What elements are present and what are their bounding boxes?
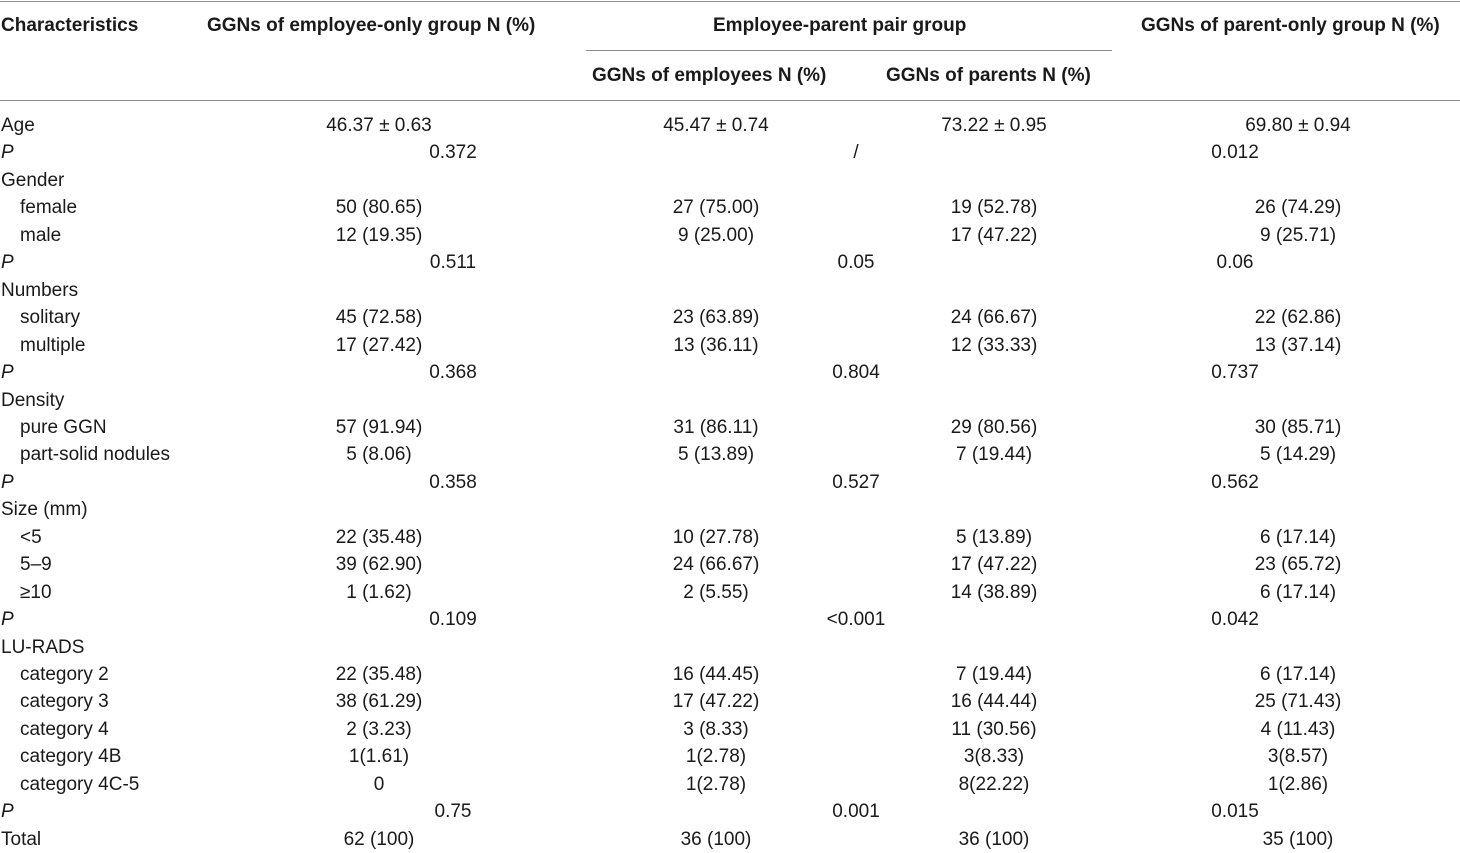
cell-c2: 27 (75.00) bbox=[672, 197, 760, 219]
cell-c1: 0 bbox=[373, 773, 385, 795]
cell-c3: 8(22.22) bbox=[958, 773, 1030, 795]
cell-c4: 35 (100) bbox=[1262, 828, 1334, 850]
row-label: Size (mm) bbox=[1, 499, 88, 521]
cell-c1: 62 (100) bbox=[343, 828, 415, 850]
row-label: P bbox=[1, 252, 14, 274]
row-label: Density bbox=[1, 389, 65, 411]
table-row bbox=[0, 551, 1460, 578]
cell-c2: 23 (63.89) bbox=[672, 307, 760, 329]
p-value-p3: 0.012 bbox=[1211, 142, 1259, 164]
p-value-p2: 0.05 bbox=[837, 252, 875, 274]
cell-c3: 19 (52.78) bbox=[950, 197, 1038, 219]
table-row bbox=[0, 304, 1460, 331]
p-value-p2: 0.527 bbox=[832, 471, 880, 493]
p-value-row bbox=[0, 139, 1460, 166]
cell-c2: 31 (86.11) bbox=[673, 416, 759, 438]
row-label: ≥10 bbox=[20, 581, 52, 603]
row-label: Age bbox=[1, 115, 35, 136]
cell-c1: 5 (8.06) bbox=[346, 444, 412, 466]
p-value-p1: 0.372 bbox=[429, 142, 477, 164]
row-label: P bbox=[1, 801, 14, 823]
cell-c2: 1(2.78) bbox=[685, 773, 747, 795]
table-row bbox=[0, 579, 1460, 606]
cell-c1: 22 (35.48) bbox=[335, 664, 423, 685]
cell-c3: 5 (13.89) bbox=[955, 526, 1033, 548]
cell-c3: 29 (80.56) bbox=[950, 416, 1038, 438]
cell-c4: 69.80 ± 0.94 bbox=[1245, 115, 1351, 136]
row-label: category 4 bbox=[20, 718, 109, 740]
p-value-p2: / bbox=[853, 142, 859, 164]
table-row bbox=[0, 332, 1460, 359]
cell-c1: 17 (27.42) bbox=[335, 334, 423, 356]
p-value-row bbox=[0, 249, 1460, 276]
cell-c1: 2 (3.23) bbox=[346, 718, 412, 740]
cell-c3: 24 (66.67) bbox=[950, 307, 1038, 329]
section-row bbox=[0, 277, 1460, 304]
cell-c3: 12 (33.33) bbox=[950, 334, 1038, 356]
cell-c2: 9 (25.00) bbox=[677, 224, 755, 246]
header-bottom-rule bbox=[0, 100, 1460, 101]
p-value-row bbox=[0, 469, 1460, 496]
cell-c2: 45.47 ± 0.74 bbox=[663, 115, 769, 136]
cell-c3: 17 (47.22) bbox=[950, 224, 1038, 246]
row-label: multiple bbox=[20, 334, 86, 356]
cell-c1: 1(1.61) bbox=[348, 746, 410, 768]
table-row bbox=[0, 716, 1460, 743]
row-label: P bbox=[1, 471, 14, 493]
header-characteristics: Characteristics bbox=[1, 15, 139, 36]
row-label: category 3 bbox=[20, 691, 109, 713]
table-row bbox=[0, 771, 1460, 798]
row-label: category 4B bbox=[20, 746, 122, 768]
section-row bbox=[0, 167, 1460, 194]
section-row bbox=[0, 496, 1460, 523]
p-value-p1: 0.109 bbox=[429, 609, 477, 631]
p-value-p1: 0.75 bbox=[434, 801, 472, 823]
table-row bbox=[0, 441, 1460, 468]
cell-c1: 46.37 ± 0.63 bbox=[326, 115, 432, 136]
cell-c2: 2 (5.55) bbox=[683, 581, 749, 603]
cell-c3: 7 (19.44) bbox=[955, 444, 1033, 466]
p-value-p2: 0.001 bbox=[832, 801, 880, 823]
p-value-p1: 0.368 bbox=[429, 362, 477, 384]
cell-c4: 26 (74.29) bbox=[1254, 197, 1342, 219]
row-label: LU-RADS bbox=[1, 636, 85, 658]
row-label: Total bbox=[1, 828, 42, 850]
p-value-p3: 0.042 bbox=[1211, 609, 1259, 631]
row-label: 5–9 bbox=[20, 554, 52, 576]
table-row bbox=[0, 524, 1460, 551]
table-top-rule bbox=[0, 1, 1460, 2]
cell-c3: 14 (38.89) bbox=[950, 581, 1038, 603]
p-value-p1: 0.511 bbox=[429, 252, 477, 274]
row-label: category 4C-5 bbox=[20, 773, 140, 795]
cell-c4: 13 (37.14) bbox=[1254, 334, 1342, 356]
cell-c3: 17 (47.22) bbox=[950, 554, 1038, 576]
table-row bbox=[0, 661, 1460, 688]
section-row bbox=[0, 387, 1460, 414]
cell-c4: 3(8.57) bbox=[1267, 746, 1329, 768]
cell-c1: 39 (62.90) bbox=[335, 554, 423, 576]
cell-c3: 3(8.33) bbox=[963, 746, 1025, 768]
cell-c2: 10 (27.78) bbox=[672, 526, 760, 548]
cell-c4: 6 (17.14) bbox=[1259, 581, 1337, 603]
p-value-row bbox=[0, 798, 1460, 825]
p-value-p1: 0.358 bbox=[429, 471, 477, 493]
table-row bbox=[0, 826, 1460, 853]
cell-c1: 1 (1.62) bbox=[346, 581, 412, 603]
row-label: Gender bbox=[1, 169, 65, 191]
row-label: <5 bbox=[20, 526, 42, 548]
header-parent-only: GGNs of parent-only group N (%) bbox=[1141, 15, 1440, 36]
cell-c2: 24 (66.67) bbox=[672, 554, 760, 576]
row-label: P bbox=[1, 362, 14, 384]
cell-c1: 38 (61.29) bbox=[335, 691, 423, 713]
header-pair-group: Employee-parent pair group bbox=[713, 15, 967, 36]
p-value-row bbox=[0, 606, 1460, 633]
row-label: female bbox=[20, 197, 78, 219]
cell-c3: 11 (30.56) bbox=[951, 718, 1037, 740]
table-row bbox=[0, 112, 1460, 139]
section-row bbox=[0, 634, 1460, 661]
row-label: male bbox=[20, 224, 62, 246]
cell-c4: 1(2.86) bbox=[1267, 773, 1329, 795]
cell-c1: 50 (80.65) bbox=[335, 197, 423, 219]
table-row bbox=[0, 414, 1460, 441]
p-value-p3: 0.562 bbox=[1211, 471, 1259, 493]
p-value-p2: <0.001 bbox=[826, 609, 886, 631]
row-label: pure GGN bbox=[20, 416, 107, 438]
cell-c2: 5 (13.89) bbox=[677, 444, 755, 466]
cell-c3: 16 (44.44) bbox=[950, 691, 1038, 713]
header-employee-only: GGNs of employee-only group N (%) bbox=[207, 15, 536, 36]
p-value-row bbox=[0, 359, 1460, 386]
table-row bbox=[0, 222, 1460, 249]
row-label: P bbox=[1, 142, 14, 164]
cell-c1: 22 (35.48) bbox=[335, 526, 423, 548]
cell-c4: 23 (65.72) bbox=[1254, 554, 1342, 576]
row-label: P bbox=[1, 609, 14, 631]
cell-c2: 1(2.78) bbox=[685, 746, 747, 768]
cell-c3: 7 (19.44) bbox=[955, 664, 1033, 685]
cell-c1: 45 (72.58) bbox=[335, 307, 423, 329]
cell-c4: 9 (25.71) bbox=[1259, 224, 1337, 246]
cell-c4: 25 (71.43) bbox=[1254, 691, 1342, 713]
cell-c3: 36 (100) bbox=[958, 828, 1030, 850]
p-value-p3: 0.737 bbox=[1211, 362, 1259, 384]
header-pair-parents: GGNs of parents N (%) bbox=[886, 65, 1091, 86]
cell-c4: 6 (17.14) bbox=[1259, 664, 1337, 685]
row-label: part-solid nodules bbox=[20, 444, 170, 466]
row-label: category 2 bbox=[20, 664, 109, 685]
cell-c4: 30 (85.71) bbox=[1254, 416, 1342, 438]
cell-c1: 57 (91.94) bbox=[335, 416, 423, 438]
p-value-p2: 0.804 bbox=[832, 362, 880, 384]
p-value-p3: 0.015 bbox=[1211, 801, 1259, 823]
table-row bbox=[0, 688, 1460, 715]
row-label: Numbers bbox=[1, 279, 79, 301]
p-value-p3: 0.06 bbox=[1216, 252, 1254, 274]
cell-c2: 17 (47.22) bbox=[672, 691, 760, 713]
cell-c2: 16 (44.45) bbox=[672, 664, 760, 685]
cell-c3: 73.22 ± 0.95 bbox=[941, 115, 1047, 136]
cell-c4: 22 (62.86) bbox=[1254, 307, 1342, 329]
table-row bbox=[0, 743, 1460, 770]
cell-c2: 13 (36.11) bbox=[673, 334, 759, 356]
cell-c2: 3 (8.33) bbox=[683, 718, 749, 740]
header-pair-employees: GGNs of employees N (%) bbox=[592, 65, 827, 86]
row-label: solitary bbox=[20, 307, 81, 329]
cell-c4: 5 (14.29) bbox=[1259, 444, 1337, 466]
cell-c4: 6 (17.14) bbox=[1259, 526, 1337, 548]
cell-c1: 12 (19.35) bbox=[335, 224, 423, 246]
cell-c4: 4 (11.43) bbox=[1260, 718, 1336, 740]
cell-c2: 36 (100) bbox=[680, 828, 752, 850]
table-row bbox=[0, 194, 1460, 221]
pair-group-underline bbox=[586, 50, 1112, 51]
